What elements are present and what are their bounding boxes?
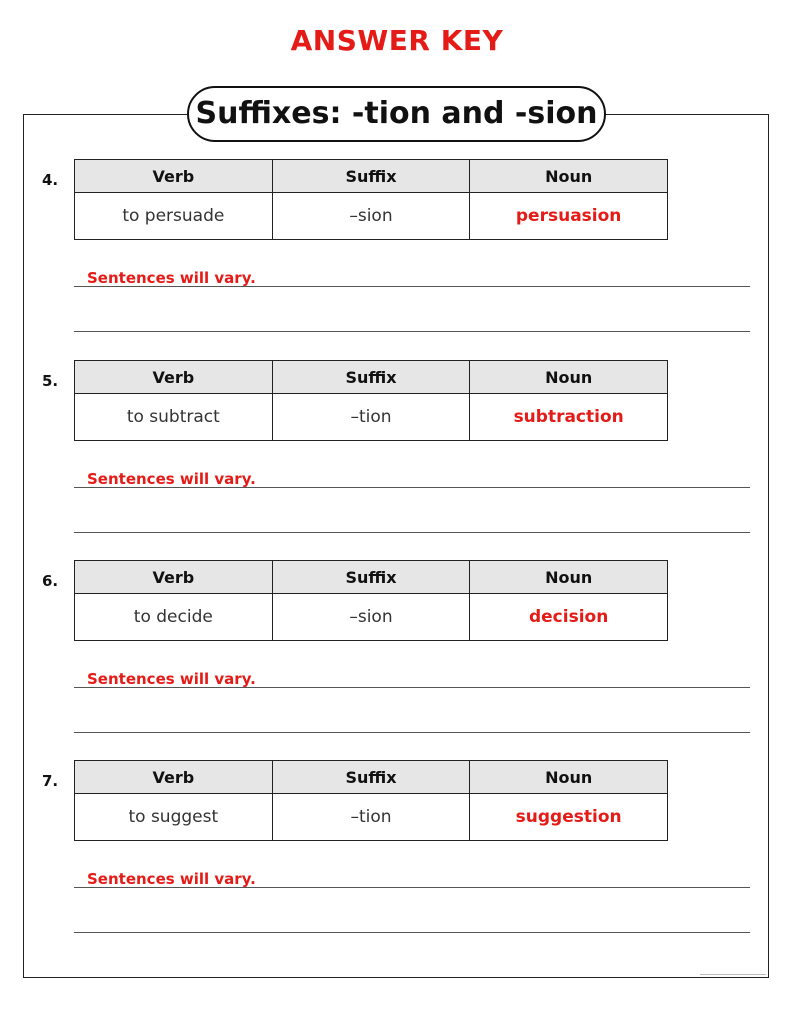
- word-table: [74, 159, 668, 240]
- writing-line: [74, 331, 750, 332]
- table-header-row: [75, 561, 668, 594]
- question-number: 5.: [42, 372, 59, 390]
- noun-header: Noun: [470, 761, 668, 794]
- verb-cell: to subtract: [75, 394, 273, 441]
- writing-line: [74, 732, 750, 733]
- noun-answer-cell: subtraction: [470, 394, 668, 441]
- verb-header: Verb: [75, 761, 273, 794]
- writing-line: [74, 532, 750, 533]
- table-row: [75, 394, 668, 441]
- word-table: [74, 560, 668, 641]
- noun-answer-cell: suggestion: [470, 794, 668, 841]
- suffix-header: Suffix: [272, 361, 470, 394]
- verb-header: Verb: [75, 160, 273, 193]
- noun-answer-cell: decision: [470, 594, 668, 641]
- question-number: 7.: [42, 772, 59, 790]
- writing-line: [74, 286, 750, 287]
- verb-header: Verb: [75, 361, 273, 394]
- suffix-header: Suffix: [272, 761, 470, 794]
- noun-answer-cell: persuasion: [470, 193, 668, 240]
- exercise-5: [0, 360, 794, 560]
- exercise-4: [0, 159, 794, 359]
- sentence-answer: Sentences will vary.: [87, 470, 256, 488]
- sentence-answer: Sentences will vary.: [87, 870, 256, 888]
- writing-line: [74, 687, 750, 688]
- writing-line: [74, 887, 750, 888]
- verb-cell: to decide: [75, 594, 273, 641]
- answer-key-heading: ANSWER KEY: [290, 24, 504, 57]
- question-number: 4.: [42, 171, 59, 189]
- writing-line: [74, 932, 750, 933]
- suffix-cell: –sion: [272, 193, 470, 240]
- suffix-cell: –tion: [272, 794, 470, 841]
- suffix-header: Suffix: [272, 160, 470, 193]
- corner-mark: [700, 974, 766, 975]
- sentence-answer: Sentences will vary.: [87, 269, 256, 287]
- table-header-row: [75, 761, 668, 794]
- table-row: [75, 794, 668, 841]
- worksheet-title: Suffixes: -tion and -sion: [187, 86, 606, 142]
- table-header-row: [75, 160, 668, 193]
- verb-header: Verb: [75, 561, 273, 594]
- noun-header: Noun: [470, 361, 668, 394]
- word-table: [74, 360, 668, 441]
- table-header-row: [75, 361, 668, 394]
- noun-header: Noun: [470, 160, 668, 193]
- verb-cell: to suggest: [75, 794, 273, 841]
- table-row: [75, 193, 668, 240]
- noun-header: Noun: [470, 561, 668, 594]
- exercise-7: [0, 760, 794, 960]
- verb-cell: to persuade: [75, 193, 273, 240]
- suffix-cell: –sion: [272, 594, 470, 641]
- sentence-answer: Sentences will vary.: [87, 670, 256, 688]
- suffix-cell: –tion: [272, 394, 470, 441]
- table-row: [75, 594, 668, 641]
- writing-line: [74, 487, 750, 488]
- suffix-header: Suffix: [272, 561, 470, 594]
- word-table: [74, 760, 668, 841]
- question-number: 6.: [42, 572, 59, 590]
- exercise-6: [0, 560, 794, 760]
